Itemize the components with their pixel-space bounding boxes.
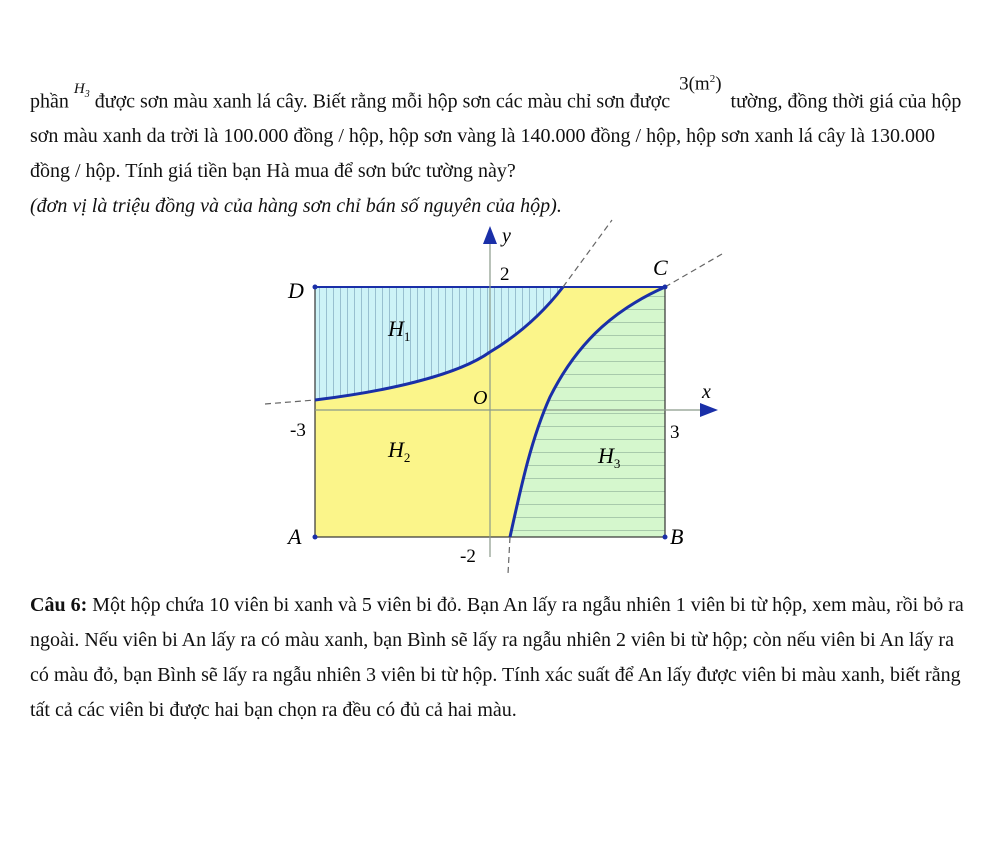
point-b	[663, 535, 668, 540]
wall-figure	[260, 212, 730, 582]
label-h1: $H_1$	[388, 316, 411, 344]
label-x-neg3: -3	[290, 420, 306, 441]
problem5-text-end: tường, đồng thời giá của hộp sơn màu xanh da trời là 100.000 đồng / hộp, hộp sơn vàng là 140.000 đồng / hộp, hộp sơn xanh lá cây là 130.000 đồng / hộp. Tính giá tiền bạn Hà mua để sơn bức tường này?	[30, 90, 962, 183]
x-axis-arrow-icon	[700, 403, 718, 417]
label-origin: O	[473, 387, 488, 409]
label-y-neg2: -2	[460, 546, 476, 567]
problem5-text-start: phần	[30, 90, 69, 113]
curve2-extension	[665, 254, 722, 287]
label-a: A	[288, 524, 302, 549]
y-axis-arrow-icon	[483, 226, 497, 244]
problem5-text-mid: được sơn màu xanh lá cây. Biết rằng mỗi hộp sơn các màu chỉ sơn được	[94, 90, 671, 113]
area-formula: $3(m^2)$	[679, 73, 722, 95]
label-c: C	[653, 255, 668, 280]
problem5-note: (đơn vị là triệu đồng và của hàng sơn chỉ bán số nguyên của hộp).	[30, 195, 562, 218]
problem6-label: Câu 6:	[30, 594, 88, 616]
label-b: B	[670, 524, 684, 549]
label-h2: $H_2$	[388, 437, 411, 465]
curve2-extension-bottom	[508, 537, 510, 574]
label-y-2: 2	[500, 264, 510, 285]
line-extension	[563, 220, 612, 287]
problem6-body: Một hộp chứa 10 viên bi xanh và 5 viên bi đỏ. Bạn An lấy ra ngẫu nhiên 1 viên bi từ hộp, xem màu, rồi bỏ ra ngoài. Nếu viên bi An lấy ra có màu xanh, bạn Bình sẽ lấy ra ngẫu nhiên 2 viên bi từ hộp; còn nếu viên bi An lấy ra có màu đỏ, bạn Bình sẽ lấy ra ngẫu nhiên 3 viên bi từ hộp. Tính xác suất để An lấy được viên bi màu xanh, biết rằng tất cả các viên bi được hai bạn chọn ra đều có đủ cả hai màu.	[30, 594, 964, 721]
curve1-extension	[265, 400, 315, 404]
point-c	[663, 285, 668, 290]
label-x-3: 3	[670, 422, 680, 443]
problem5-text	[30, 62, 964, 224]
label-x: x	[702, 381, 711, 403]
label-y: y	[502, 225, 511, 247]
h3-symbol: H3	[73, 81, 90, 101]
problem6-text	[30, 588, 964, 728]
label-h3: $H_3$	[598, 443, 621, 471]
point-a	[313, 535, 318, 540]
label-d: D	[288, 278, 304, 303]
point-d	[313, 285, 318, 290]
